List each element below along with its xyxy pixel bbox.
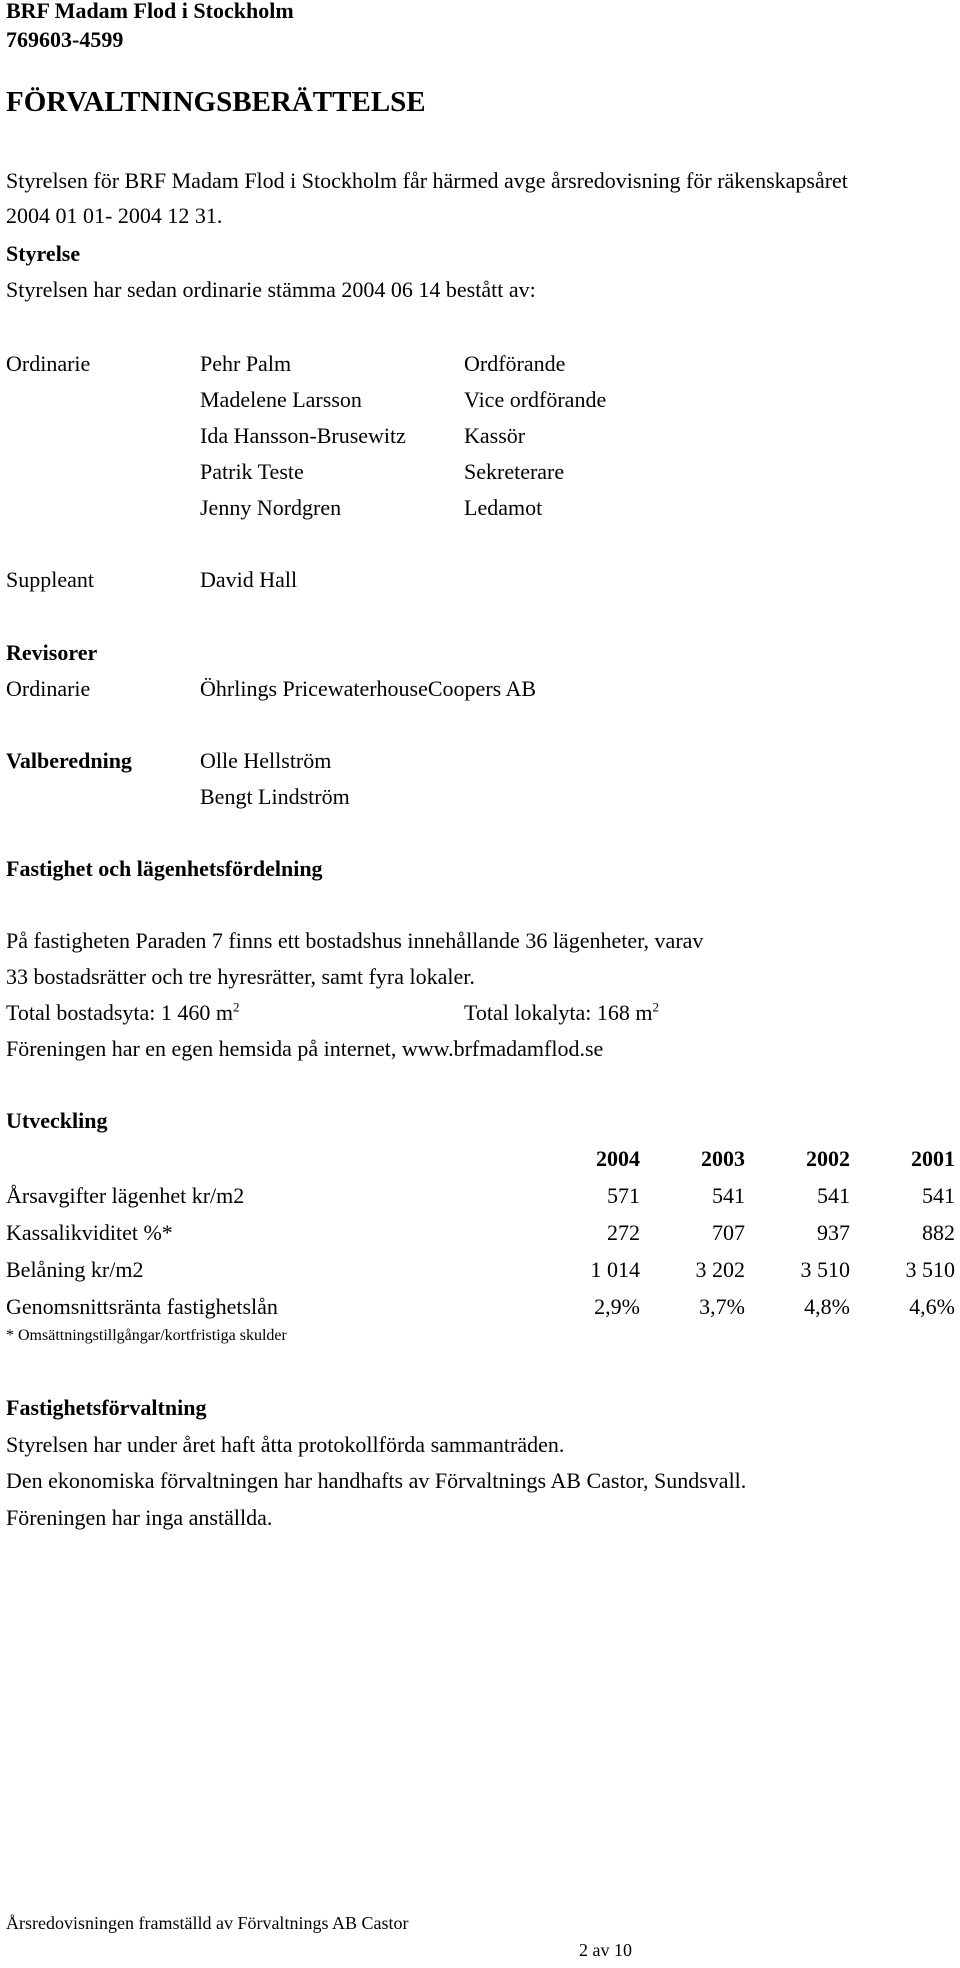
table-header-empty <box>6 1140 535 1177</box>
nomination-member: Bengt Lindström <box>200 784 350 809</box>
board-member-name: Madelene Larsson <box>200 387 362 412</box>
row-label: Belåning kr/m2 <box>6 1256 144 1282</box>
premises-area-text: Total lokalyta: 168 m <box>464 1000 653 1025</box>
auditors-heading: Revisorer <box>6 640 98 665</box>
suppleant-label: Suppleant <box>6 567 94 592</box>
board-member-role: Vice ordförande <box>464 387 607 412</box>
row-label: Genomsnittsränta fastighetslån <box>6 1293 278 1319</box>
development-heading: Utveckling <box>6 1108 108 1133</box>
superscript: 2 <box>652 999 659 1015</box>
table-cell: 1 014 <box>590 1256 640 1282</box>
board-heading: Styrelse <box>6 241 81 266</box>
table-row <box>6 1214 955 1251</box>
table-cell: 3,7% <box>699 1293 745 1319</box>
table-cell: 3 202 <box>695 1256 745 1282</box>
table-cell: 4,6% <box>909 1293 955 1319</box>
auditors-ordinarie-label: Ordinarie <box>6 676 91 701</box>
nomination-member: Olle Hellström <box>200 748 332 773</box>
property-line-2: 33 bostadsrätter och tre hyresrätter, samt fyra lokaler. <box>6 964 475 989</box>
organization-name: BRF Madam Flod i Stockholm <box>6 0 294 23</box>
management-line: Föreningen har inga anställda. <box>6 1505 273 1530</box>
board-member-name: Jenny Nordgren <box>200 495 342 520</box>
year-header: 2004 <box>596 1145 640 1171</box>
footer-prepared-by: Årsredovisningen framställd av Förvaltnings AB Castor <box>6 1913 409 1933</box>
table-cell: 937 <box>817 1219 850 1245</box>
board-lead: Styrelsen har sedan ordinarie stämma 2004 06 14 bestått av: <box>6 277 536 302</box>
table-header-row <box>6 1140 955 1177</box>
table-cell: 2,9% <box>594 1293 640 1319</box>
page-number: 2 av 10 <box>579 1940 632 1960</box>
board-member-name: Ida Hansson-Brusewitz <box>200 423 406 448</box>
intro-line-2: 2004 01 01- 2004 12 31. <box>6 203 223 228</box>
table-cell: 3 510 <box>905 1256 955 1282</box>
website-line: Föreningen har en egen hemsida på internet, www.brfmadamflod.se <box>6 1036 604 1061</box>
table-cell: 882 <box>922 1219 955 1245</box>
auditor-firm: Öhrlings PricewaterhouseCoopers AB <box>200 676 537 701</box>
development-footnote: * Omsättningstillgångar/kortfristiga skulder <box>6 1327 287 1344</box>
year-header: 2002 <box>806 1145 850 1171</box>
board-member-role: Kassör <box>464 423 526 448</box>
organization-number: 769603-4599 <box>6 27 124 52</box>
management-line: Den ekonomiska förvaltningen har handhafts av Förvaltnings AB Castor, Sundsvall. <box>6 1468 747 1493</box>
intro-line-1: Styrelsen för BRF Madam Flod i Stockholm får härmed avge årsredovisning för räkenskapsåret <box>6 168 848 193</box>
table-cell: 541 <box>817 1182 850 1208</box>
board-member-role: Ledamot <box>464 495 543 520</box>
superscript: 2 <box>233 999 240 1015</box>
table-cell: 4,8% <box>804 1293 850 1319</box>
row-label: Årsavgifter lägenhet kr/m2 <box>6 1182 245 1208</box>
management-line: Styrelsen har under året haft åtta protokollförda sammanträden. <box>6 1432 565 1457</box>
table-cell: 541 <box>712 1182 745 1208</box>
living-area-text: Total bostadsyta: 1 460 m <box>6 1000 233 1025</box>
development-table <box>6 1140 955 1325</box>
table-cell: 272 <box>607 1219 640 1245</box>
management-heading: Fastighetsförvaltning <box>6 1395 207 1420</box>
board-member-name: Patrik Teste <box>200 459 304 484</box>
property-heading: Fastighet och lägenhetsfördelning <box>6 856 323 881</box>
table-cell: 541 <box>922 1182 955 1208</box>
suppleant-name: David Hall <box>200 567 298 592</box>
board-ordinarie-label: Ordinarie <box>6 351 91 376</box>
table-cell: 571 <box>607 1182 640 1208</box>
year-header: 2001 <box>911 1145 955 1171</box>
table-row <box>6 1288 955 1325</box>
property-line-1: På fastigheten Paraden 7 finns ett bostadshus innehållande 36 lägenheter, varav <box>6 928 704 953</box>
page-title: FÖRVALTNINGSBERÄTTELSE <box>6 86 426 118</box>
premises-area <box>464 1000 659 1026</box>
year-header: 2003 <box>701 1145 745 1171</box>
table-cell: 707 <box>712 1219 745 1245</box>
board-member-role: Sekreterare <box>464 459 565 484</box>
living-area <box>6 1000 240 1026</box>
board-member-role: Ordförande <box>464 351 566 376</box>
row-label: Kassalikviditet %* <box>6 1219 173 1245</box>
nomination-heading: Valberedning <box>6 748 132 773</box>
board-member-name: Pehr Palm <box>200 351 292 376</box>
table-row <box>6 1177 955 1214</box>
table-row <box>6 1251 955 1288</box>
table-cell: 3 510 <box>800 1256 850 1282</box>
